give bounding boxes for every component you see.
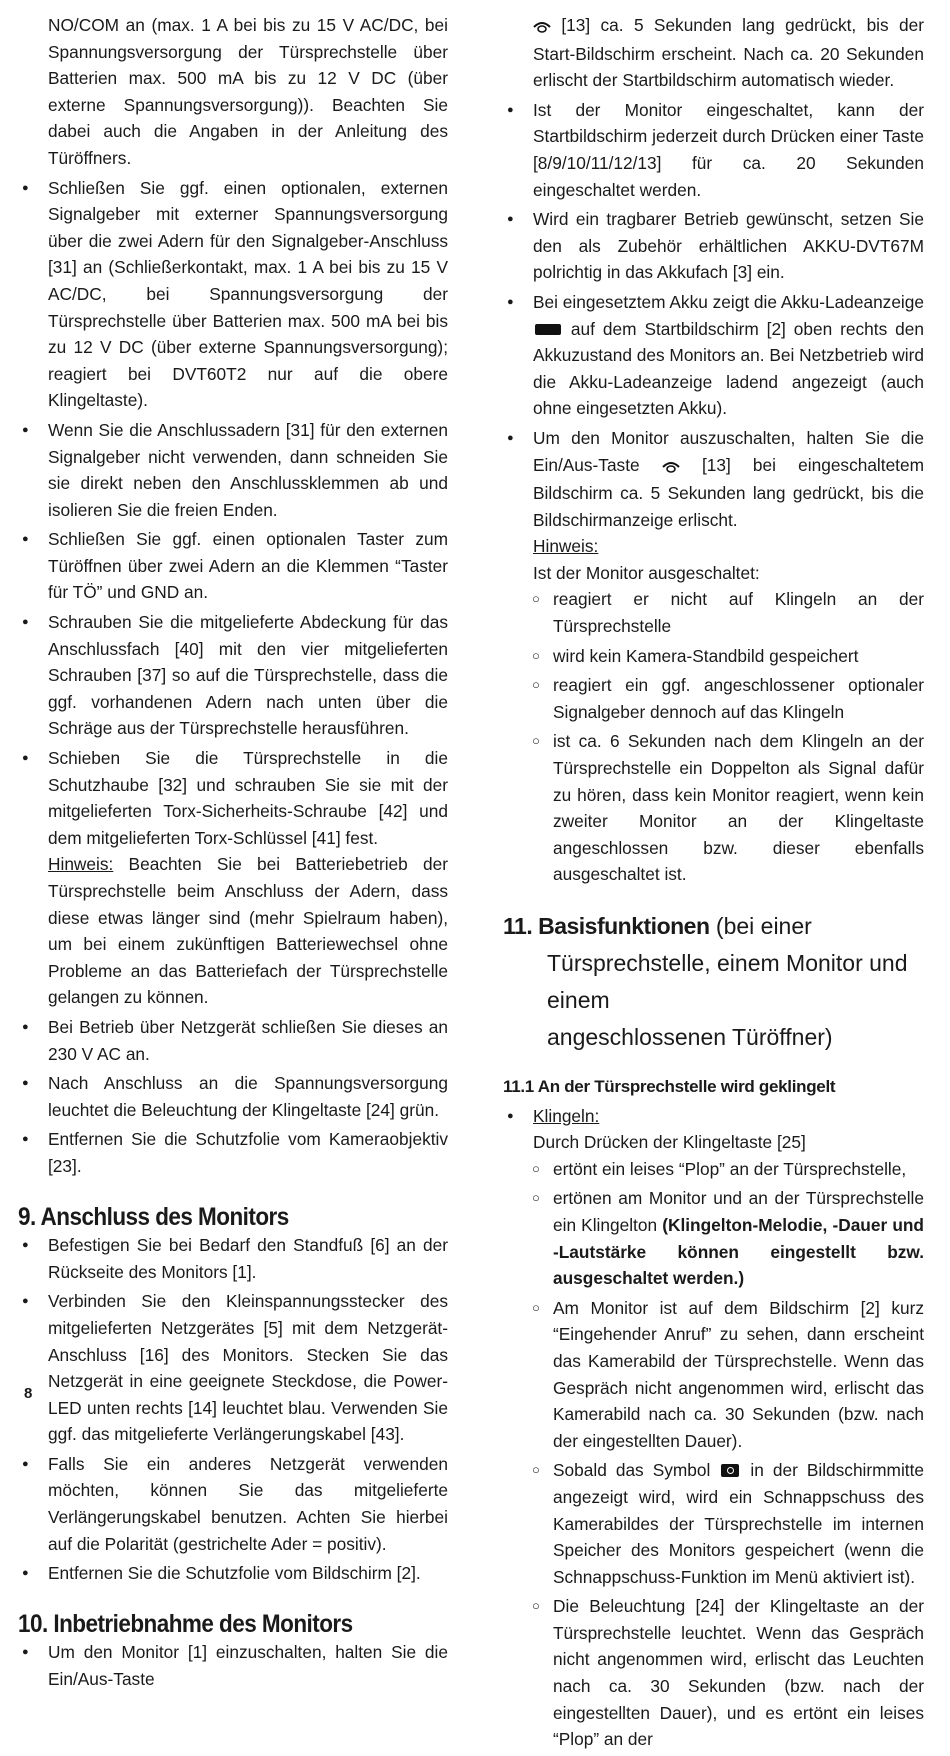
list-item-text: Bei eingesetztem Akku zeigt die Akku-Ladeanzeige [533,291,924,312]
list-item-text: Um den Monitor auszuschalten, halten Sie die Ein/Aus-Taste [533,427,924,475]
sub-list-item: ○ ertönt ein leises “Plop” an der Türsprechstelle, [503,1156,924,1183]
list-item: ● Entfernen Sie die Schutzfolie vom Kameraobjektiv [23]. [18,1126,448,1179]
hinweis-text: Ist der Monitor ausgeschaltet: [533,562,760,583]
power-key-icon [662,454,680,481]
section-heading-11 [503,908,924,1056]
left-column [18,12,448,1696]
power-key-icon [533,14,551,41]
list-item: ● Wird ein tragbarer Betrieb gewünscht, setzen Sie den als Zubehör erhältlichen AKKU-DVT67M polrichtig in das Akkufach [3] ein. [503,206,924,286]
sub-list-item: ○ wird kein Kamera-Standbild gespeichert [503,643,924,670]
list-item [503,289,924,422]
klingeln-text: Durch Drücken der Klingeltaste [25] [533,1132,806,1153]
section-heading-11-text: (bei einer [709,913,812,939]
hinweis-text: Beachten Sie bei Batteriebetrieb der Türsprechstelle beim Anschluss der Adern, dass diese etwas länger sind (mehr Spielraum haben), um bei einem zukünftigen Batteriewechsel ohne Probleme an das Batteriefach der Türsprechstelle gelangen zu können. [48,854,448,1008]
sub-list-item: ○ reagiert er nicht auf Klingeln an der Türsprechstelle [503,586,924,639]
list-item [503,425,924,587]
section-heading-11-text: angeschlossenen Türöffner) [547,1024,833,1050]
right-column [503,12,924,1756]
list-item: ● Schließen Sie ggf. einen optionalen, externen Signalgeber mit externer Spannungsversorgung über die zwei Adern für den Signalgeber-Anschluss [31] an (Schließerkontakt, max. 1 A bei bis zu 15 V AC/DC, bei Spannungsversorgung der Türsprechstelle über Batterien max. 500 mA bei bis zu 12 V DC (über externe Spannungsversorgung); reagiert bei DVT60T2 nur auf die obere Klingeltaste). [18,175,448,414]
list-item: ● Schrauben Sie die mitgelieferte Abdeckung für das Anschlussfach [40] mit den vier mitgelieferten Schrauben [37] so auf die Türsprechstelle, dass die ggf. vorhandenen Adern nach unten über die Schräge aus der Türsprechstelle herausführen. [18,609,448,742]
klingeln-label: Klingeln: [533,1105,600,1126]
section-heading-11-text: Türsprechstelle, einem Monitor und einem [547,950,908,1013]
sub-list-item [503,1457,924,1590]
subsection-heading-11-1: 11.1 An der Türsprechstelle wird geklingelt [503,1077,836,1096]
list-item: ● Um den Monitor [1] einzuschalten, halten Sie die Ein/Aus-Taste [18,1639,448,1692]
section-heading-10: 10. Inbetriebnahme des Monitors [18,1609,353,1638]
sub-list-item: ○ ist ca. 6 Sekunden nach dem Klingeln an der Türsprechstelle ein Doppelton als Signal dafür zu hören, dass kein Monitor reagiert, wenn kein zweiter Monitor an der Klingeltaste angeschlossen bzw. dieser ebenfalls ausgeschaltet ist. [503,728,924,888]
sub-list-item: ○ Die Beleuchtung [24] der Klingeltaste an der Türsprechstelle leuchtet. Wenn das Gespräch nicht angenommen wird, erlischt das Leuchten nach ca. 30 Sekunden (bzw. nach der eingestellten Dauer), und es ertönt ein leises “Plop” an der [503,1593,924,1753]
sub-list-item-text: in der Bildschirmmitte angezeigt wird, wird ein Schnappschuss des Kamerabildes der Türsprechstelle im internen Speicher des Monitors gespeichert (wenn die Schnappschuss-Funktion im Menü aktiviert ist). [553,1460,924,1587]
battery-charge-icon [535,324,561,335]
camera-snapshot-icon [721,1464,739,1477]
continued-text [503,12,924,94]
list-item: ● Schließen Sie ggf. einen optionalen Taster zum Türöffnen über zwei Adern an die Klemmen “Taster für TÖ” und GND an. [18,526,448,606]
continued-text-body: [13] ca. 5 Sekunden lang gedrückt, bis der Start-Bildschirm erscheint. Nach ca. 20 Sekunden erlischt der Startbildschirm automatisch wieder. [533,15,924,91]
list-item: ● Ist der Monitor eingeschaltet, kann der Startbildschirm jederzeit durch Drücken einer Taste [8/9/10/11/12/13] für ca. 20 Sekunden eingeschaltet werden. [503,97,924,203]
list-item: ● Wenn Sie die Anschlussadern [31] für den externen Signalgeber nicht verwenden, dann schneiden Sie sie direkt neben den Anschlussklemmen ab und isolieren Sie die freien Enden. [18,417,448,523]
list-item: ● Falls Sie ein anderes Netzgerät verwenden möchten, können Sie das mitgelieferte Verlängerungskabel benutzen. Achten Sie hierbei auf die Polarität (gestrichelte Ader = positiv). [18,1451,448,1557]
list-item [503,1103,924,1156]
list-item-text: Schieben Sie die Türsprechstelle in die Schutzhaube [32] und schrauben Sie sie mit der mitgelieferten Torx-Sicherheits-Schraube [42] und dem mitgelieferten Torx-Schlüssel [41] fest. [48,748,448,848]
list-item: ● Bei Betrieb über Netzgerät schließen Sie dieses an 230 V AC an. [18,1014,448,1067]
list-item: ● Befestigen Sie bei Bedarf den Standfuß [6] an der Rückseite des Monitors [1]. [18,1232,448,1285]
list-item: ● Verbinden Sie den Kleinspannungsstecker des mitgelieferten Netzgerätes [5] mit dem Netzgerät-Anschluss [16] des Monitors. Stecken Sie das Netzgerät in eine geeignete Steckdose, die Power-LED unten rechts [14] leuchtet blau. Verwenden Sie ggf. das mitgelieferte Verlängerungskabel [43]. [18,1288,448,1448]
list-item: ● Nach Anschluss an die Spannungsversorgung leuchtet die Beleuchtung der Klingeltaste [24] grün. [18,1070,448,1123]
sub-list-item-bold: (Klingelton-Melodie, -Dauer und -Lautstärke können eingestellt bzw. ausgeschaltet werden.) [553,1214,924,1289]
list-item-text: auf dem Startbildschirm [2] oben rechts den Akkuzustand des Monitors an. Bei Netzbetrieb wird die Akku-Ladeanzeige ladend angezeigt (auch ohne eingesetzten Akku). [533,318,924,419]
list-item-text: [13] bei eingeschaltetem Bildschirm ca. 5 Sekunden lang gedrückt, bis die Bildschirmanzeige erlischt. [533,454,924,530]
sub-list-item-text: ertönen am Monitor und an der Türsprechstelle ein Klingelton [553,1188,924,1235]
section-heading-9: 9. Anschluss des Monitors [18,1202,289,1231]
list-item [18,745,448,1011]
sub-list-item: ○ Am Monitor ist auf dem Bildschirm [2] kurz “Eingehender Anruf” zu sehen, dann erscheint das Kamerabild der Türsprechstelle. Wenn das Gespräch nicht angenommen wird, erlischt das Kamerabild nach ca. 30 Sekunden (bzw. nach der eingestellten Dauer). [503,1295,924,1455]
hinweis-label: Hinweis: [533,536,599,557]
continued-text: NO/COM an (max. 1 A bei bis zu 15 V AC/DC, bei Spannungsversorgung der Türsprechstelle über Batterien max. 500 mA bis zu 12 V DC (über externe Spannungsversorgung)). Beachten Sie dabei auch die Angaben in der Anleitung des Türöffners. [48,15,448,168]
page-number: 8 [24,1385,33,1402]
sub-list-item [503,1185,924,1291]
list-item: ● Entfernen Sie die Schutzfolie vom Bildschirm [2]. [18,1560,448,1587]
sub-list-item-text: Sobald das Symbol [553,1460,720,1481]
sub-list-item: ○ reagiert ein ggf. angeschlossener optionaler Signalgeber dennoch auf das Klingeln [503,672,924,725]
section-heading-11-number: 11. Basisfunktionen [503,913,710,939]
hinweis-label: Hinweis: [48,854,114,875]
